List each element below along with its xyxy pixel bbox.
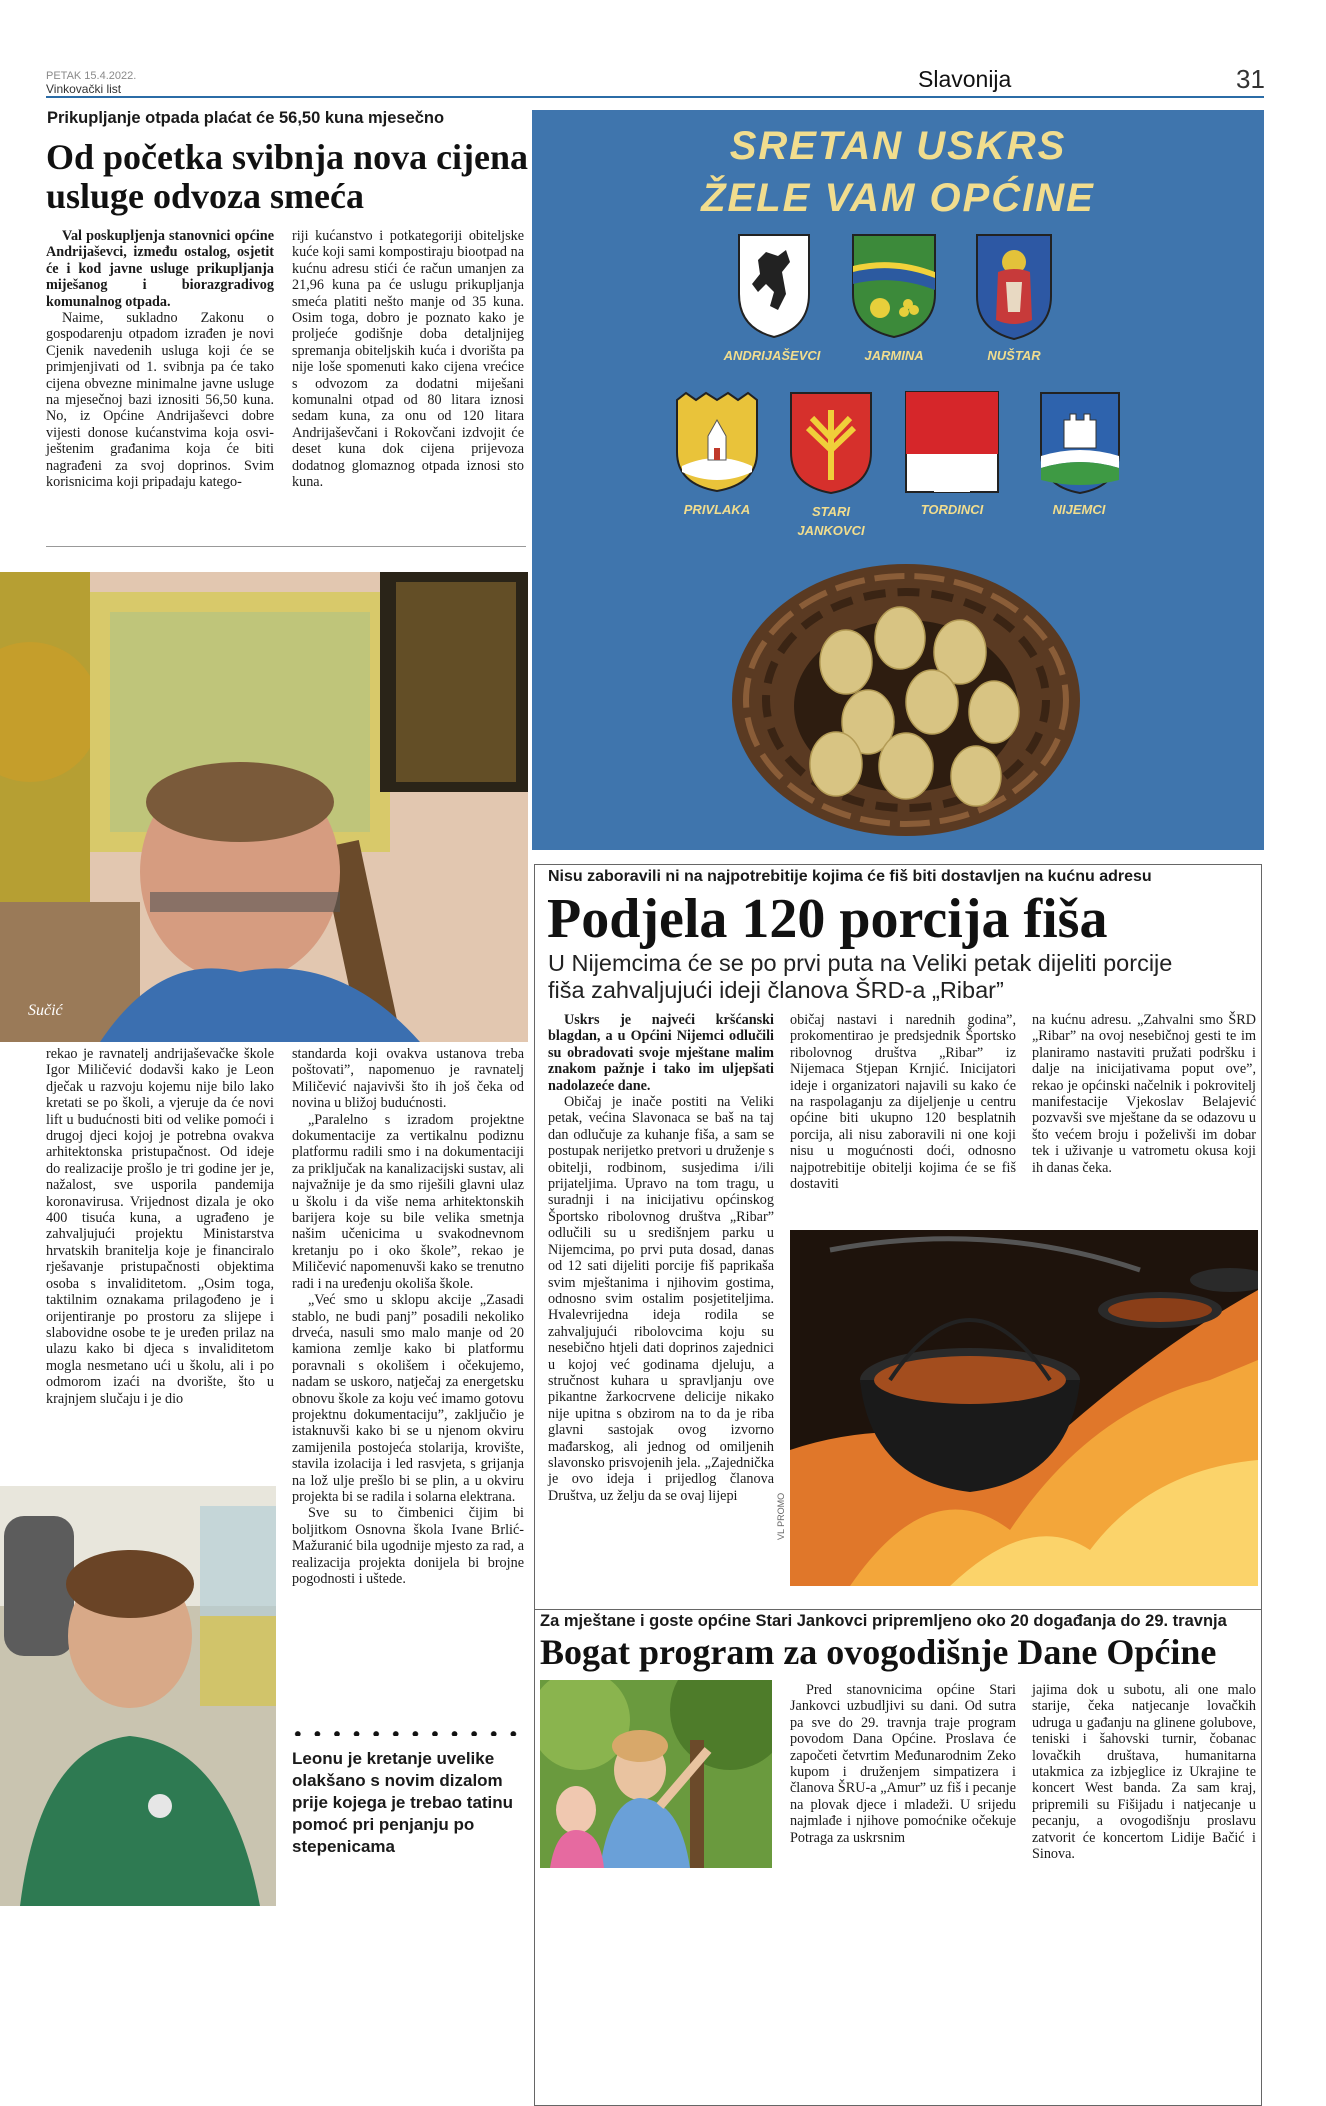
photo-fish-stew-image <box>790 1230 1258 1586</box>
header-rule <box>46 96 1264 98</box>
municipality-label-andrijasevci: ANDRIJAŠEVCI <box>723 348 821 363</box>
municipality-label-nustar: NUŠTAR <box>987 348 1041 363</box>
article2-col2-p1: standarda koji ovakva ustanova treba poštovati”, napomenuo je ravnatelj Miličević najavivši što ih još čeka od novina u bližoj budućnosti. <box>292 1046 524 1112</box>
article3-col3-body: na kućnu adresu. „Zahvalni smo ŠRD „Ribar” na ovoj nesebičnoj gesti te im planiramo nastaviti pružati podršku i dalje na inicijativama poput ove”, rekao je općinski načelnik i pokrovitelj manifestacije Vjekoslav Belajević pozvavši sve mještane da se odazovu u što većem broju i poželivši im dobar tek i uživanje u vatrometu okusa koji ih danas čeka. <box>1032 1012 1256 1176</box>
coat-of-arms-andrijasevci <box>736 232 812 340</box>
article3-col3 <box>1032 1012 1256 1176</box>
article4-col2 <box>1032 1682 1256 1862</box>
caption-dots <box>288 1730 524 1736</box>
municipality-label-privlaka: PRIVLAKA <box>683 502 751 517</box>
masthead-paper: Vinkovački list <box>46 82 122 96</box>
easter-nest-illustration <box>728 530 1084 840</box>
municipality-label-jarmina: JARMINA <box>864 348 924 363</box>
photo-boy-leon <box>0 1486 276 1906</box>
article1-col1 <box>46 228 274 491</box>
photo-boy-leon-image <box>0 1486 276 1906</box>
article1-divider <box>46 546 526 547</box>
coat-of-arms-tordinci <box>904 390 1000 494</box>
article3-col2 <box>790 1012 1016 1192</box>
coat-of-arms-stari-jankovci <box>788 390 874 494</box>
article3-kicker: Nisu zaboravili ni na najpotrebitije kojima će fiš biti dostavljen na kućnu adresu <box>548 868 1152 885</box>
article2-col2-p3: „Već smo u sklopu akcije „Zasadi stablo, ne budi panj” posadili nekoliko drveća, nasuli smo malo manje od 20 kamiona zemlje kako bi platformu poravnali s okolišem i očekujemo, nadam se uskoro, natječaj za energetsku obnovu škole za koju već imamo gotovu projektnu dokumentaciju”, zaključio je istaknuvši kako bi se u njenom okviru zamijenila postojeća stolarija, krovište, stavila izolacija i led rasvjeta, s grijanja na lož ulje prešlo bi se plin, a u okviru projekta bi se radila i solarna elektrana. <box>292 1292 524 1505</box>
article4-headline: Bogat program za ovogodišnje Dane Općine <box>540 1632 1217 1672</box>
article3-subhead: U Nijemcima će se po prvi puta na Veliki petak dijeliti porcije fiša zahvaljujući ideji članova ŠRD-a „Ribar” <box>548 950 1173 1003</box>
article2-col2-p2: „Paralelno s izradom projektne dokumentacije za vertikalnu podiznu platformu radili smo i na dokumentaciji za priključak na kanalizacijski sustav, ali najvažnije je da smo riješili glavni ulaz u školu i da više nema arhitektonskih barijera koje su bile velika smetnja našim učenicima u svakodnevnom kretanju po i oko škole”, rekao je Miličević napomenuvši kako se trenutno radi i na uređenju okoliša škole. <box>292 1111 524 1292</box>
article1-lead: Val poskupljenja stanovnici općine Andrijaševci, između ostalog, osjetit će i kod javne usluge prikupljanja miješanog i biorazgradivog komunalnog otpada. <box>46 228 274 310</box>
coat-of-arms-privlaka <box>674 390 760 494</box>
article3-col2-body: običaj nastavi i narednih godina”, prokomentirao je predsjednik Športsko ribolovnog društva „Ribar” iz Nijemaca Stjepan Krnjić. Inicijatori ideje i organizatori najavili su kako će na raspolaganju za dijeljenje u centru općine biti ukupno 120 besplatnih porcija, ali nisu zaboravili ni one koji nisu u mogućnosti doći, odnosno najpotrebitije obitelji kojima će se fiš dostaviti <box>790 1012 1016 1193</box>
article2-col1-body: rekao je ravnatelj andrijaševačke škole Igor Miličević dodavši kako je Leon dječak u razvoju kojemu nije bilo lako kretati se po školi, a vjeruje da će novi lift u budućnosti biti od velike pomoći i drugoj djeci kojoj je potrebna ovakva arhitektonska pristupačnost. Od ideje do realizacije prošlo je tri godine jer je, nažalost, sve usporila pandemija koronavirusa. Vrijednost dizala je oko 400 tisuća kuna, a ugrađeno je zahvaljujući projektu Ministarstva hrvatskih branitelja koje je financiralo rješavanje pristupačnosti objektima osoba s invaliditetom. „Osim toga, taktilnim oznakama prilagođeno je i orijentiranje po prostoru za slijepe i slabovidne osobe te je uređen prilaz na ulazu kako bi djeca s invaliditetom mogla nesmetano ući u školu, ali i po odmorom izaći na dvorište, što u krajnjem slučaju i je dio <box>46 1046 274 1407</box>
coat-of-arms-jarmina <box>850 232 938 340</box>
municipality-label-tordinci: TORDINCI <box>920 502 984 517</box>
article1-col2-body: riji kućanstvo i potkategoriji obiteljske kuće koji sami kompostiraju biootpad na kućnu adresu stići će račun umanjen za 21,96 kuna pa će uslugu prikupljanja smeća platiti nešto manje od 35 kuna. Osim toga, dobro je poznato kako je proljeće godišnje doba detaljnijeg spremanja obiteljskih kuća i dvorišta pa nije loše spomenuti kako cijena vrećice s odvozom za dodatni miješani komunalni otpad od 80 litara iznosi sedam kuna, za onu od 120 litara Andrijaševčani i Rokovčani izdvojit će deset kuna dok cijena prijevoza dodatnog glomaznog otpada iznosi sto kuna. <box>292 228 524 491</box>
article3-col1-body: Običaj je inače postiti na Veliki petak, većina Slavonaca se baš na taj dan odlučuje za kuhanje fiša, a sam se postupak nerijetko pretvori u druženje s obitelji, rodbinom, susjedima i/ili prijateljima. Upravo na tom tragu, u suradnji i na inicijativu općinskog Športsko ribolovnog društva „Ribar” odlučili su u središnjem parku u Nijemcima, po prvi puta dosad, danas od 12 sati dijeliti porcije fiš paprikaša svim mještanima i njihovim gostima, odnosno svim ostalim posjetiteljima. Hvalevrijedna ideja rodila se zahvaljujući ribolovcima koju su nesebično htjeli dati doprinos zajednici u kojoj već godinama djeluju, a stručnost kuhara u spravljanju ove pikantne žarkocrvene delicije nikako nije upitna s obzirom na to da je riba glavni sastojak ovog izvorno mađarskog, ali jednog od omiljenih slavonsko prisvojenih jela. „Zajednička je ovo ideja i prijedlog članova Društva, uz želju da se ovaj lijepi <box>548 1094 774 1504</box>
article1-col1-body: Naime, sukladno Zakonu o gospodarenju otpadom izrađen je novi Cjenik navedenih usluga koji će se primjenjivati od 1. svibnja pa će tako cijena obvezne minimalne javne usluge na mjesečnoj bazi iznositi 56,50 kuna. No, iz Općine Andrijaševci dobre vijesti donose kućanstvima koja osvi-ještenim građanima koja će biti nagrađeni za svoj doprinos. Svim korisnicima koji pripadaju katego- <box>46 310 274 491</box>
photo-signature: Sučić <box>28 1002 63 1019</box>
masthead-date: PETAK 15.4.2022. <box>46 70 137 82</box>
section-title: Slavonija <box>918 66 1012 92</box>
photo-school-director-image <box>0 572 528 1042</box>
municipality-label-nijemci: NIJEMCI <box>1052 502 1106 517</box>
coat-of-arms-nijemci <box>1038 390 1122 494</box>
article1-kicker: Prikupljanje otpada plaćat će 56,50 kuna mjesečno <box>47 109 445 127</box>
article4-col1-body: Pred stanovnicima općine Stari Jankovci uzbudljivi su dani. Od sutra pa sve do 29. travnja traje program povodom Dana Općine. Proslava će započeti četvrtim Međunarodnim Zeko kupom i druženjem simpatizera i članova ŠRU-a „Amur” uz fiš i pecanje na plovak djece i mladeži. U srijedu najmlađe i njihove pomoćnike očekuje Potraga za uskrsnim <box>790 1682 1016 1846</box>
page-number: 31 <box>1236 64 1265 94</box>
article2-col1 <box>46 1046 274 1407</box>
coat-of-arms-nustar <box>974 232 1054 342</box>
photo-school-director <box>0 572 528 1042</box>
ad-title-line1: SRETAN USKRS <box>729 124 1067 168</box>
article3-col1 <box>548 1012 774 1504</box>
article4-col2-body: jajima dok u subotu, ali one malo starije, čeka natjecanje lovačkih udruga u gađanju na glinene golubove, teniski i šahovski turnir, čobanac lovačkih društava, humanitarna utakmica za izbjeglice iz Ukrajine te koncert West banda. Za sam kraj, pripremili su Fišijadu i natjecanje u pecanju, a ovogodišnju proslavu zatvorit će koncertom Lidije Bačić i Sinova. <box>1032 1682 1256 1863</box>
ad-title-line2: ŽELE VAM OPĆINE <box>701 176 1095 220</box>
article4-col1 <box>790 1682 1016 1846</box>
article4-kicker: Za mještane i goste općine Stari Jankovci pripremljeno oko 20 događanja do 29. travnja <box>540 1612 1227 1630</box>
photo-girl-easter-hunt <box>540 1680 772 1868</box>
article3-headline: Podjela 120 porcija fiša <box>547 888 1108 950</box>
easter-ad <box>532 110 1264 850</box>
article2-col2 <box>292 1046 524 1587</box>
photo-girl-easter-hunt-image <box>540 1680 772 1868</box>
article2-col2-p4: Sve su to čimbenici čijim bi boljitkom Osnovna škola Ivane Brlić-Mažuranić bila ugodnije mjesto za rad, a realizacija projekta donijela bi brojne pogodnosti i uštede. <box>292 1505 524 1587</box>
article1-col2 <box>292 228 524 491</box>
photo-fish-stew <box>790 1230 1258 1586</box>
municipality-label-stari-jankovci: STARI JANKOVCI <box>797 504 865 538</box>
article3-lead: Uskrs je najveći kršćanski blagdan, a u Općini Nijemci odlučili su obradovati svoje mještane malim znakom pažnje i tako im uljepšati nadolazeće dane. <box>548 1012 774 1094</box>
photo-caption-leon: Leonu je kretanje uvelike olakšano s novim dizalom prije kojega je trebao tatinu pomoć pri penjanju po stepenicama <box>292 1749 514 1856</box>
photo-credit: VL PROMO <box>776 1492 786 1540</box>
article1-headline: Od početka svibnja nova cijena usluge odvoza smeća <box>46 137 529 216</box>
